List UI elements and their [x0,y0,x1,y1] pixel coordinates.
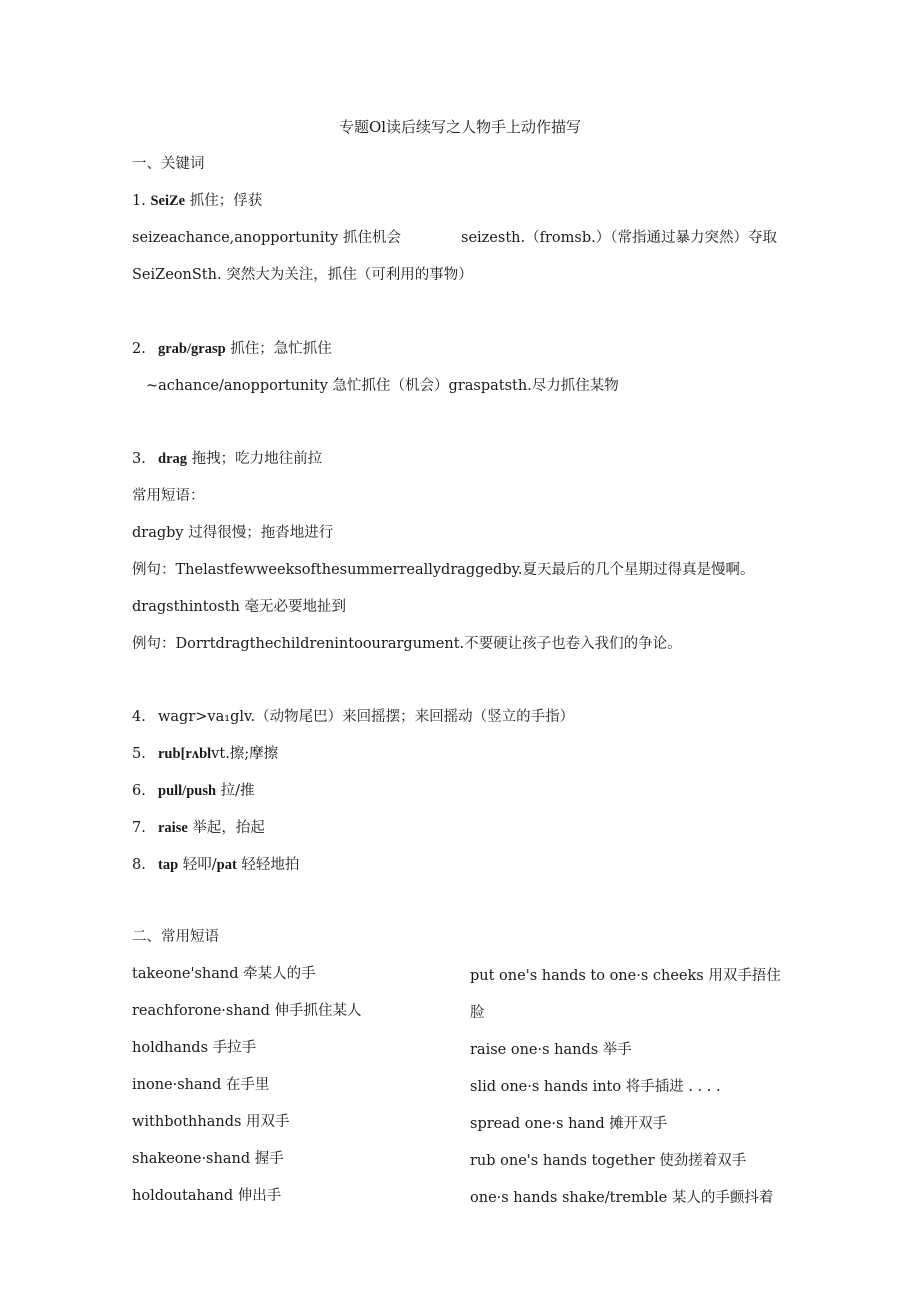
keyword-item-3 [132,449,322,469]
keyword-meaning: 抓住；俘获 [185,193,263,209]
keyword-item-2 [132,339,332,359]
keyword-item-2-phrases: ~achance/anopportunity 急忙抓住（机会）graspatsth.尽力抓住某物 [146,378,619,394]
keyword-text: wagr>va₁glv.（动物尾巴）来回摇摆；来回摇动（竖立的手指） [158,709,575,725]
item-number: 6. [132,783,146,799]
phrase-left: holdhands 手拉手 [132,1040,257,1056]
item-number: 1. [132,193,151,209]
phrase-left: takeone'shand 牵某人的手 [132,966,316,982]
phrase-right: spread one·s hand 摊开双手 [470,1116,668,1132]
keyword-term: raise [158,820,188,836]
keyword-item-6 [132,781,255,801]
phrase-left: withbothhands 用双手 [132,1114,290,1130]
phrase-right: slid one·s hands into 将手插进 . . . . [470,1079,721,1095]
phrase-left: reachforone·shand 伸手抓住某人 [132,1003,362,1019]
keyword-item-5 [132,744,278,764]
phrase-right: put one's hands to one·s cheeks 用双手捂住 [470,968,781,984]
phrase-left: holdoutahand 伸出手 [132,1188,282,1204]
keyword-item-8 [132,855,299,875]
keyword-meaning: vt.擦;摩擦 [211,746,279,762]
phrase-right: 脸 [470,1005,485,1021]
phrase-dragsthintosth: dragsthintosth 毫无必要地扯到 [132,599,346,615]
keyword-meaning: 拉/推 [216,783,255,799]
item-number: 4. [132,709,146,725]
item-number: 7. [132,820,146,836]
common-phrases-label: 常用短语： [132,488,205,504]
example-sentence-1: 例句：Thelastfewweeksofthesummerreallydraggedby.夏天最后的几个星期过得真是慢啊。 [132,562,755,578]
phrase-text: seizesth.（fromsb.）（常指通过暴力突然）夺取 [461,230,777,246]
keyword-term: tap [158,857,179,873]
keyword-term: pull/push [158,783,217,799]
keyword-term: drag [158,451,187,467]
phrase-right: one·s hands shake/tremble 某人的手颤抖着 [470,1190,774,1206]
keyword-term: SeiZe [150,193,186,209]
keyword-term-2: pat [216,857,237,873]
item-number: 8. [132,857,146,873]
keyword-meaning-2: 轻轻地拍 [236,857,300,873]
phrase-dragby: dragby 过得很慢；拖沓地进行 [132,525,334,541]
phrase-text: seizeachance,anopportunity 抓住机会 [132,230,401,246]
item-number: 3. [132,451,146,467]
keyword-meaning: 抓住；急忙抓住 [225,341,332,357]
section-heading-keywords: 一、关键词 [132,156,205,172]
keyword-item-1-phrases [132,228,777,248]
keyword-meaning: 拖拽；吃力地往前拉 [187,451,323,467]
keyword-term: rub[rʌbl [158,746,212,762]
item-number: 2. [132,341,146,357]
phrase-right: rub one's hands together 使劲搓着双手 [470,1153,747,1169]
keyword-meaning: 举起，抬起 [187,820,265,836]
keyword-meaning: 轻叩/ [178,857,217,873]
keyword-term: grab/grasp [158,341,226,357]
phrase-right: raise one·s hands 举手 [470,1042,632,1058]
keyword-item-1 [132,191,262,211]
keyword-item-4 [132,707,574,727]
keyword-item-7 [132,818,265,838]
phrase-left: inone·shand 在手里 [132,1077,270,1093]
keyword-item-1-phrase-2: SeiZeonSth. 突然大为关注，抓住（可利用的事物） [132,267,473,283]
page-title: 专题Ol读后续写之人物手上动作描写 [338,118,582,136]
item-number: 5. [132,746,146,762]
section-heading-phrases: 二、常用短语 [132,929,219,945]
phrase-left: shakeone·shand 握手 [132,1151,284,1167]
example-sentence-2: 例句：Dorrtdragthechildrenintoourargument.不要硬让孩子也卷入我们的争论。 [132,636,682,652]
